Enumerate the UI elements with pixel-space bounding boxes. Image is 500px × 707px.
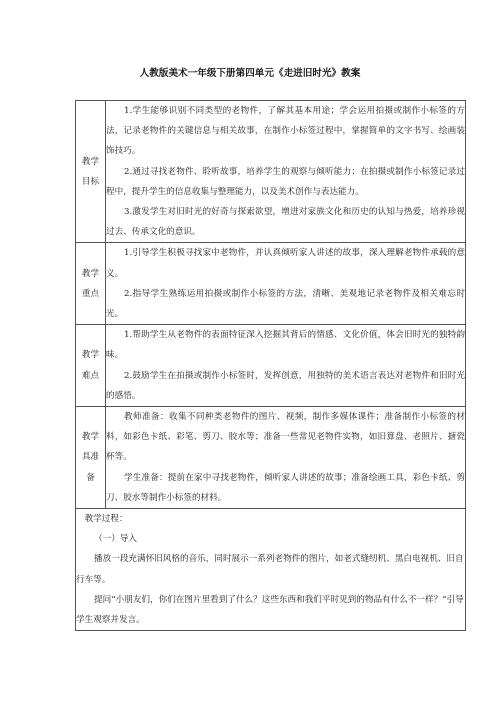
objectives-row [76, 101, 466, 243]
process-heading: 教学过程： [84, 514, 128, 525]
objectives-label-line-1: 教学 [81, 156, 100, 167]
page-title: 人教版美术一年级下册第四单元《走进旧时光》教案 [139, 68, 361, 79]
difficulty-item: 2.鼓励学生在拍摄或制作小标签时，发挥创意，用独特的美术语言表达对老物件和旧时光的感悟。 [106, 370, 465, 401]
difficulties-content [106, 325, 466, 407]
preparation-row [76, 407, 466, 509]
key-point-item: 1.引导学生积极寻找家中老物件，并认真倾听家人讲述的故事，深入理解老物件承载的意义。 [106, 248, 465, 279]
preparation-label-line-1: 教学 [81, 432, 100, 443]
lesson-plan-table [75, 100, 466, 631]
process-content [76, 509, 466, 631]
process-item: 提问“小朋友们，你们在图片里看到了什么？这些东西和我们平时见到的物品有什么不一样？”引导学生观察并发言。 [76, 594, 464, 626]
objectives-label-line-2: 目标 [81, 176, 100, 187]
difficulties-label-line-2: 难点 [81, 370, 100, 381]
key-points-label-line-1: 教学 [81, 268, 100, 279]
process-subheading: （一）导入 [94, 534, 138, 545]
preparation-content [106, 407, 466, 509]
preparation-label-line-2: 具准 [81, 452, 100, 463]
key-points-content [106, 243, 466, 325]
key-points-row [76, 243, 466, 325]
objectives-label [76, 101, 106, 243]
process-row [76, 509, 466, 631]
preparation-item: 教师准备：收集不同种类老物件的图片、视频，制作多媒体课件；准备制作小标签的材料，如彩色卡纸、彩笔、剪刀、胶水等；准备一些常见老物件实物，如旧算盘、老照片、搪瓷杯等。 [106, 412, 465, 463]
difficulties-row [76, 325, 466, 407]
difficulties-label [76, 325, 106, 407]
objective-item: 3.激发学生对旧时光的好奇与探索欲望，增进对家族文化和历史的认知与热爱，培养珍视过去、传承文化的意识。 [106, 207, 465, 238]
objectives-content [106, 101, 466, 243]
difficulty-item: 1.帮助学生从老物件的表面特征深入挖掘其背后的情感、文化价值，体会旧时光的独特韵味。 [106, 330, 465, 361]
preparation-label [76, 407, 106, 509]
key-point-item: 2.指导学生熟练运用拍摄或制作小标签的方法，清晰、美观地记录老物件及相关难忘时光。 [106, 288, 465, 320]
objective-item: 2.通过寻找老物件、聆听故事，培养学生的观察与倾听能力；在拍摄或制作小标签记录过程中，提升学生的信息收集与整理能力，以及美术创作与表达能力。 [106, 166, 465, 197]
objective-item: 1.学生能够识别不同类型的老物件，了解其基本用途；学会运用拍摄或制作小标签的方法，记录老物件的关键信息与相关故事，在制作小标签过程中，掌握简单的文字书写、绘画装饰技巧。 [106, 106, 465, 157]
key-points-label [76, 243, 106, 325]
preparation-item: 学生准备：提前在家中寻找老物件，倾听家人讲述的故事；准备绘画工具，彩色卡纸、剪刀、胶水等制作小标签的材料。 [106, 472, 465, 503]
key-points-label-line-2: 重点 [81, 288, 100, 299]
difficulties-label-line-1: 教学 [81, 350, 100, 361]
process-item: 播放一段充满怀旧风格的音乐，同时展示一系列老物件的图片，如老式缝纫机、黑白电视机、旧自行车等。 [76, 554, 464, 585]
preparation-label-line-3: 备 [86, 472, 95, 483]
